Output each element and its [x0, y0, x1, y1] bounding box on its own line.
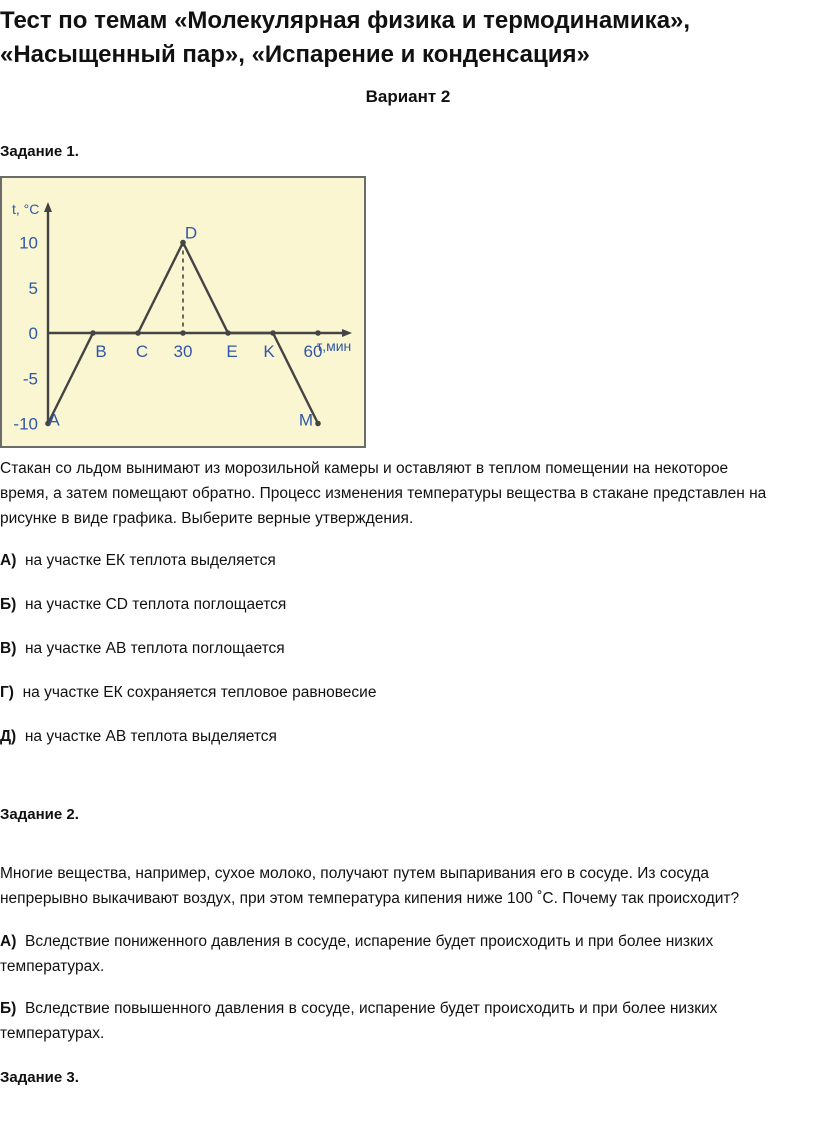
option-text: на участке АВ теплота выделяется: [24, 728, 277, 745]
task1-heading: Задание 1.: [0, 143, 79, 160]
task2-option-a: [0, 929, 812, 979]
point-c: [135, 330, 141, 336]
option-letter: А): [0, 933, 17, 950]
point-label-k: K: [263, 342, 275, 361]
point-k: [270, 330, 276, 336]
option-letter: А): [0, 552, 17, 569]
option-letter: Г): [0, 684, 14, 701]
point-e: [225, 330, 231, 336]
y-tick-label: -10: [13, 414, 38, 434]
option-text: на участке АВ теплота поглощается: [24, 640, 285, 657]
option-text: на участке ЕК теплота выделяется: [24, 552, 276, 569]
option-text-continued: температурах.: [0, 1025, 105, 1042]
temperature-time-graph: [0, 176, 366, 448]
title-line-1: Тест по темам «Молекулярная физика и термодинамика»,: [0, 7, 691, 34]
y-tick-label: 0: [28, 324, 38, 343]
option-letter: Д): [0, 728, 17, 745]
option-text-continued: температурах.: [0, 958, 105, 975]
point-label-d: D: [184, 223, 198, 243]
task3-heading: Задание 3.: [0, 1069, 79, 1086]
option-letter: В): [0, 640, 17, 657]
point-label-e: E: [226, 342, 238, 361]
point-m: [315, 421, 321, 427]
task1-option-g: [0, 680, 812, 705]
point-label-a: A: [48, 410, 60, 430]
task2-heading: Задание 2.: [0, 806, 79, 823]
task1-option-d: [0, 724, 812, 749]
task2-description-line: непрерывно выкачивают воздух, при этом температура кипения ниже 100 ˚С. Почему так происходит?: [0, 890, 740, 907]
x-axis-label: τ,мин: [316, 338, 352, 354]
x-tick-mark: [315, 330, 321, 336]
option-text: Вследствие повышенного давления в сосуде, испарение будет происходить и при более низких: [24, 1000, 718, 1017]
task1-description-line: время, а затем помещают обратно. Процесс изменения температуры вещества в стакане представлен на: [0, 485, 767, 502]
point-b: [90, 330, 96, 336]
y-axis-label: t, °C: [12, 201, 40, 217]
option-text: на участке CD теплота поглощается: [24, 596, 287, 613]
y-tick-label: 5: [28, 278, 38, 298]
task1-option-a: [0, 548, 812, 573]
x-tick-label: 30: [173, 342, 193, 361]
task2-description: [0, 861, 812, 911]
task1-option-b: [0, 592, 812, 617]
title-line-2: «Насыщенный пар», «Испарение и конденсация»: [0, 41, 590, 68]
point-label-m: M: [298, 410, 314, 430]
task2-description-line: Многие вещества, например, сухое молоко, получают путем выпаривания его в сосуде. Из сосуда: [0, 865, 710, 882]
option-letter: Б): [0, 1000, 17, 1017]
x-tick-mark: [180, 330, 186, 336]
page-title: [0, 4, 810, 72]
option-text: на участке ЕК сохраняется тепловое равновесие: [22, 684, 377, 701]
point-label-c: C: [135, 342, 149, 361]
task1-description-line: Стакан со льдом вынимают из морозильной камеры и оставляют в теплом помещении на некоторое: [0, 460, 729, 477]
task1-description: [0, 456, 812, 531]
x-tick-label: 60: [303, 342, 323, 361]
task2-option-b: [0, 996, 812, 1046]
option-text: Вследствие пониженного давления в сосуде, испарение будет происходить и при более низких: [24, 933, 714, 950]
y-tick-label: -5: [22, 369, 38, 389]
task1-description-line: рисунке в виде графика. Выберите верные утверждения.: [0, 510, 414, 527]
option-letter: Б): [0, 596, 17, 613]
task1-option-v: [0, 636, 812, 661]
point-label-b: B: [95, 342, 107, 361]
y-tick-label: 10: [19, 233, 38, 253]
variant-heading: Вариант 2: [365, 87, 451, 106]
